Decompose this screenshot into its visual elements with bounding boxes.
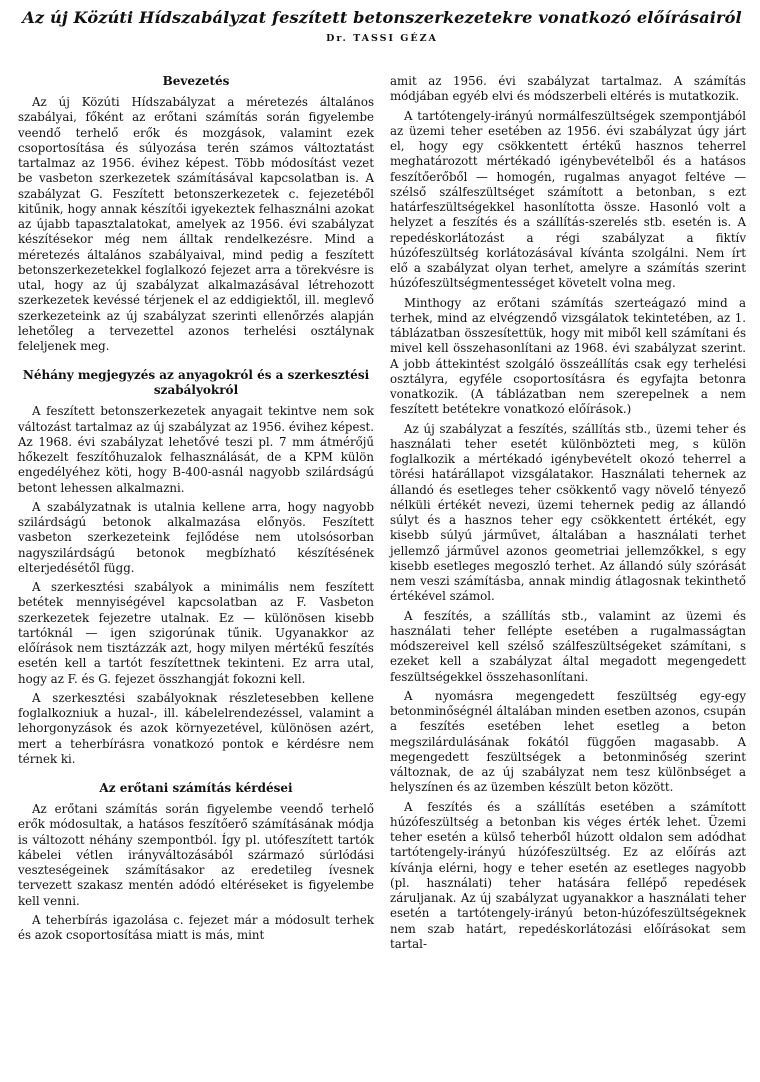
paragraph: Az új szabályzat a feszítés, szállítás stb., üzemi teher és használati teher esetét különbözteti meg, s külön foglalkozik a mértékadó igénybevételt okozó teherrel a törési határállapot vizsgálatakor. Használati tehernek az állandó és esetleges teher csökkentő vagy növelő tényező nélküli értékét nevezi, üzemi tehernek pedig az állandó súlyt és a hasznos teher egy csökkentett értékét, egy kisebb súlyú járművet, általában a használati terhet jellemző járművel azonos geometriai jellemzőkkel, s egy kisebb esetleges megoszló terhet. Az állandó súly szórását nem veszi számításba, annak mindig átlagosnak tekinthető értékével számol. [390, 421, 746, 604]
paragraph: A teherbírás igazolása c. fejezet már a módosult terhek és azok csoportosítása miatt is más, mint [18, 912, 374, 942]
left-column [18, 74, 374, 956]
paragraph: A nyomásra megengedett feszültség egy-egy betonminőségnél általában minden esetben azonos, csupán a feszítés esetében lehet esetleg a beton megszilárdulásának fokától függően magasabb. A megengedett feszültségek a betonminőség szerint változnak, de az új szabályzat nem tesz különbséget a helyszínen és az üzemben készült beton között. [390, 688, 746, 795]
section-heading-intro: Bevezetés [162, 74, 230, 88]
text-columns [18, 74, 746, 956]
paragraph: A szerkesztési szabályoknak részletesebben kellene foglalkozniuk a huzal-, ill. kábelelrendezéssel, valamint a lehorgonyzások és azok környezetével, különösen azért, mert a teherbírásra vonatkozó pontok e kérdésre nem térnek ki. [18, 690, 374, 766]
article-title: Az új Közúti Hídszabályzat feszített betonszerkezetekre vonatkozó előírásairól [22, 8, 742, 27]
paragraph: A tartótengely-irányú normálfeszültségek szempontjából az üzemi teher esetében az 1956. évi szabályzat úgy járt el, hogy egy csökkentett értékű hasznos teherrel meghatározott mértékadó igénybevételből és a hatásos feszítőerőből — homogén, rugalmas anyagot feltéve — szélső szálfeszültséget számított a betonban, s ezt határfeszültségekkel hasonlította össze. Hasonló volt a helyzet a feszítés és a szállítás-szerelés stb. esetén is. A repedéskorlátozást a régi szabályzat a fiktív húzófeszültség korlátozásával kívánta szolgálni. Nem írt elő a szabályzat olyan terhet, amelyre a számítás szerint húzófeszültségmentességet követelt volna meg. [390, 108, 746, 291]
paragraph: Minthogy az erőtani számítás szerteágazó mind a terhek, mind az elvégzendő vizsgálatok tekintetében, az 1. táblázatban összesítettük, hogy mit miből kell számítani és mivel kell összehasonlítani az 1968. évi szabályzat szerint. A jobb áttekintést szolgáló összeállítás csak egy terhelési osztályra, egyféle csoportosításra és egyfajta betonra vonatkozik. (A táblázatban nem szerepelnek a nem feszített betétekre vonatkozó előírások.) [390, 295, 746, 417]
paragraph: A szabályzatnak is utalnia kellene arra, hogy nagyobb szilárdságú betonok alkalmazása előnyös. Feszített vasbeton szerkezeteink fejlődése nem utolsósorban nagyszilárdságú betonok megbízható készítésének elterjedésétől függ. [18, 499, 374, 575]
section-heading-materials: Néhány megjegyzés az anyagokról és a szerkesztési szabályokról [22, 368, 370, 398]
right-column [390, 74, 746, 956]
paragraph: A feszített betonszerkezetek anyagait tekintve nem sok változást tartalmaz az új szabályzat az 1956. évihez képest. Az 1968. évi szabályzat lehetővé teszi pl. 7 mm átmérőjű hőkezelt feszítőhuzalok felhasználását, de a KPM külön engedélyéhez köti, hogy B-400-asnál nagyobb szilárdságú betont lehessen alkalmazni. [18, 404, 375, 495]
paragraph: A feszítés és a szállítás esetében a számított húzófeszültség a betonban kis véges érték lehet. Üzemi teher esetén a külső teherből húzott oldalon sem adódhat tartótengely-irányú húzófeszültség. Ez az előírás azt kívánja elérni, hogy e teher esetén az esetleges nagyobb (pl. használati) teher hatására fellépő repedések záruljanak. Az új szabályzat ugyanakkor a használati teher esetén a tartótengely-irányú beton-húzófeszültségeknek nem szab határt, repedéskorlátozási előírásokat sem tartal- [390, 799, 746, 951]
paragraph: A feszítés, a szállítás stb., valamint az üzemi és használati teher fellépte esetében a rugalmasságtan módszereivel kell szélső szálfeszültségeket számítani, s ezeket kell a szabályzat által megadott megengedett feszültségekkel összehasonlítani. [390, 608, 746, 684]
author-name: Dr. TASSI GÉZA [326, 33, 438, 44]
paragraph: amit az 1956. évi szabályzat tartalmaz. A számítás módjában egyéb elvi és módszerbeli eltérés is mutatkozik. [390, 74, 746, 104]
paragraph: Az új Közúti Hídszabályzat a méretezés általános szabályai, főként az erőtani számítás során figyelembe veendő terhelő erők és mozgások, valamint ezek csoportosítása és súlyozása terén számos változtatást tartalmaz az 1956. évihez képest. Több módosítást vezet be vasbeton szerkezetek számításával kapcsolatban is. A szabályzat G. Feszített betonszerkezetek c. fejezetéből kitűnik, hogy annak készítői igyekeztek felhasználni azokat az újabb tapasztalatokat, amelyek az 1956. évi szabályzat készítésekor még nem álltak rendelkezésre. Mind a méretezés általános szabályaival, mind pedig a feszített betonszerkezetekkel foglalkozó fejezet arra a törekvésre is utal, hogy az új szabályzat alkalmazásával létrehozott szerkezetek kevéssé térjenek el az eddigiektől, ill. meglevő szerkezeteink az új szabályzat szerinti ellenőrzés alapján lehetőleg a tervezettel azonos terhelési osztálynak feleljenek meg. [18, 95, 374, 353]
paragraph: A szerkesztési szabályok a minimális nem feszített betétek mennyiségével kapcsolatban az F. Vasbeton szerkezetek fejezetre utalnak. Ez — különösen kisebb tartóknál — igen szigorúnak tűnik. Ugyanakkor az előírások nem tisztázzák azt, hogy milyen mértékű feszítés esetén kell a tartót feszítettnek tekinteni. Ez arra utal, hogy az F. és G. fejezet összhangját fokozni kell. [18, 580, 374, 686]
section-heading-calculation: Az erőtani számítás kérdései [99, 781, 293, 795]
paragraph: Az erőtani számítás során figyelembe veendő terhelő erők módosultak, a hatásos feszítőerő számításának módja is változott néhány szempontból. Így pl. utófeszített tartók kábelei vétlen irányváltozásából származó súrlódási veszteségeinek számításakor az eredetileg ívesnek tervezett szakasz mentén adódó eltéréseket is figyelembe kell venni. [18, 802, 374, 908]
